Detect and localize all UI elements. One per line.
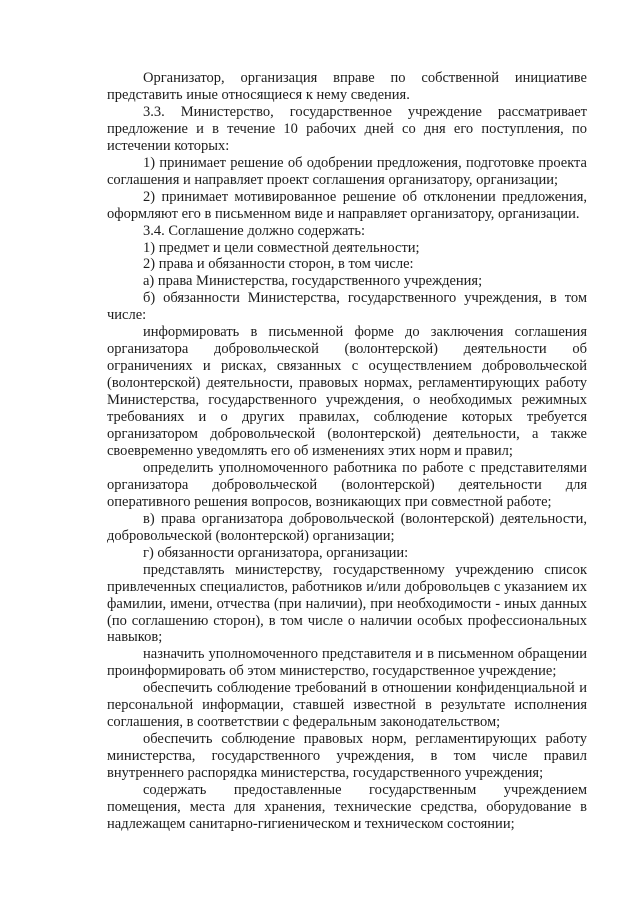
paragraph-3-4: 3.4. Соглашение должно содержать: — [143, 222, 366, 239]
paragraph-organizer-info: Организатор, организация вправе по собственной инициативе представить иные относящиеся к нему сведения. — [107, 70, 587, 103]
paragraph-rights-ministry: а) права Министерства, государственного учреждения; — [143, 273, 483, 290]
paragraph-duty-list: представлять министерству, государственному учреждению список привлеченных специалистов, работников и/или добровольцев с указанием их фамилии, имени, отчества (при наличии), при необходимости - иных данных (по соглашению сторон), в том числе о наличии особых профессиональных навыков; — [107, 561, 587, 646]
paragraph-3-4-item-1: 1) предмет и цели совместной деятельности; — [143, 239, 420, 256]
paragraph-duties-organizer: г) обязанности организатора, организации: — [143, 544, 409, 561]
paragraph-3-3: 3.3. Министерство, государственное учреждение рассматривает предложение и в течение 10 рабочих дней со дня его поступления, по истечении которых: — [107, 103, 587, 154]
paragraph-3-4-item-2: 2) права и обязанности сторон, в том числе: — [143, 256, 414, 273]
paragraph-duty-confidentiality: обеспечить соблюдение требований в отношении конфиденциальной и персональной информации, ставшей известной в результате исполнения соглашения, в соответствии с федеральным законодательством; — [107, 680, 587, 731]
paragraph-3-3-item-1: 1) принимает решение об одобрении предложения, подготовке проекта соглашения и направляет проект соглашения организатору, организации; — [107, 154, 587, 188]
paragraph-rights-organizer: в) права организатора добровольческой (волонтерской) деятельности, добровольческой (волонтерской) организации; — [107, 510, 587, 544]
paragraph-duty-appoint-worker: определить уполномоченного работника по работе с представителями организатора добровольческой (волонтерской) деятельности для оперативного решения вопросов, возникающих при совместной работе; — [107, 459, 587, 510]
paragraph-duty-representative: назначить уполномоченного представителя и в письменном обращении проинформировать об этом министерство, государственное учреждение; — [107, 646, 587, 680]
paragraph-duty-legal-norms: обеспечить соблюдение правовых норм, регламентирующих работу министерства, государственного учреждения, в том числе правил внутреннего распорядка министерства, государственного учреждения; — [107, 731, 587, 782]
paragraph-duty-inform: информировать в письменной форме до заключения соглашения организатора добровольческой (волонтерской) деятельности об ограничениях и рисках, связанных с осуществлением добровольческой (волонтерской) деятельности, правовых нормах, регламентирующих работу Министерства, государственного учреждения, о необходимых режимных требованиях и о других правилах, соблюдение которых требуется организатором добровольческой (волонтерской) деятельности, а также своевременно уведомлять его об изменениях этих норм и правил; — [107, 324, 587, 459]
paragraph-3-3-item-2: 2) принимает мотивированное решение об отклонении предложения, оформляют его в письменном виде и направляет организатору, организации. — [107, 188, 587, 222]
paragraph-duty-premises: содержать предоставленные государственным учреждением помещения, места для хранения, технические средства, оборудование в надлежащем санитарно-гигиеническом и техническом состоянии; — [107, 782, 587, 832]
document-page — [107, 70, 587, 833]
paragraph-duties-ministry: б) обязанности Министерства, государственного учреждения, в том числе: — [107, 290, 587, 324]
